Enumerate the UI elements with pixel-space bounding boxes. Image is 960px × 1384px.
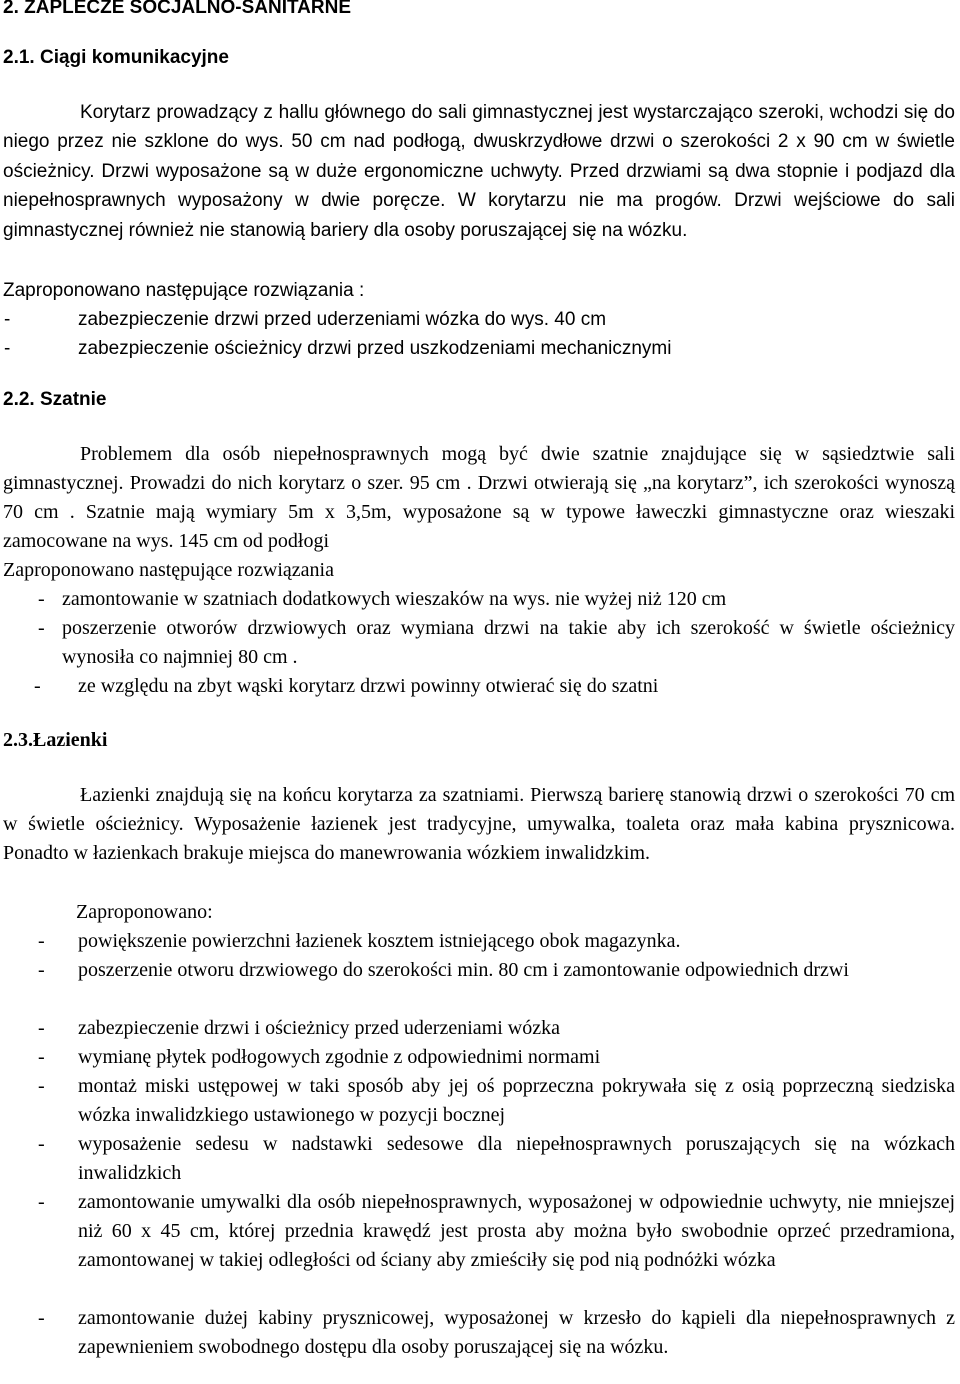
list-dash: - (38, 959, 45, 981)
list-dash: - (38, 1133, 45, 1155)
section-2-3-paragraph: Łazienki znajdują się na końcu korytarza za szatniami. Pierwszą barierę stanowią drzwi o szerokości 70 cm w świetle ościeżnicy. Wyposażenie łazienek jest tradycyjne, umywalka, toaleta oraz mała kabina prysznicowa. Ponadto w łazienkach brakuje miejsca do manewrowania wózkiem inwalidzkim. (3, 784, 955, 864)
section-2-2-proposal-intro: Zaproponowano następujące rozwiązania (3, 559, 334, 581)
section-2-3-proposal-intro: Zaproponowano: (76, 901, 213, 923)
section-2-1-proposal-intro: Zaproponowano następujące rozwiązania : (3, 280, 365, 301)
list-item-text: zamontowanie w szatniach dodatkowych wieszaków na wys. nie wyżej niż 120 cm (62, 588, 727, 610)
list-item-text: ze względu na zbyt wąski korytarz drzwi powinny otwierać się do szatni (78, 675, 659, 697)
section-heading-2-3: 2.3.Łazienki (3, 729, 108, 751)
list-item-text: zamontowanie umywalki dla osób niepełnosprawnych, wyposażonej w odpowiednie uchwyty, nie mniejszej niż 60 x 45 cm, której przednia krawędź jest prosta aby można było swobodnie oprzeć przedramiona, zamontowanej w takiej odległości od ściany aby zmieściły się pod nią podnóżki wózka (78, 1191, 955, 1271)
list-item-text (62, 614, 955, 672)
chapter-heading: 2. ZAPLECZE SOCJALNO-SANITARNE (3, 0, 352, 18)
list-dash: - (38, 1307, 45, 1329)
list-dash: - (38, 588, 45, 610)
list-item-text: zabezpieczenie ościeżnicy drzwi przed uszkodzeniami mechanicznymi (78, 338, 672, 359)
list-item-text: poszerzenie otworu drzwiowego do szerokości min. 80 cm i zamontowanie odpowiednich drzwi (78, 959, 849, 981)
list-dash: - (34, 675, 41, 697)
list-item-text: zamontowanie dużej kabiny prysznicowej, wyposażonej w krzesło do kąpieli dla niepełnosprawnych z zapewnieniem swobodnego dostępu dla osoby poruszającej się na wózku. (78, 1307, 955, 1358)
list-dash: - (38, 1075, 45, 1097)
list-dash: - (38, 617, 45, 639)
section-2-1-paragraph: Korytarz prowadzący z hallu głównego do sali gimnastycznej jest wystarczająco szeroki, wchodzi się do niego przez nie szklone do wys. 50 cm nad podłogą, dwuskrzydłowe drzwi o szerokości 2 x 90 cm w świetle ościeżnicy. Drzwi wyposażone są w duże ergonomiczne uchwyty. Przed drzwiami są dwa stopnie i podjazd dla niepełnosprawnych wyposażony w dwie poręcze. W korytarzu nie ma progów. Drzwi wejściowe do sali gimnastycznej również nie stanowią bariery dla osoby poruszającej się na wózku. (3, 102, 955, 241)
list-item-text: powiększenie powierzchni łazienek kosztem istniejącego obok magazynka. (78, 930, 681, 952)
list-dash: - (4, 309, 11, 330)
list-item-text-content: poszerzenie otworów drzwiowych oraz wymiana drzwi na takie aby ich szerokość w świetle ościeżnicy wynosiła co najmniej 80 cm . (62, 617, 955, 668)
list-dash: - (38, 1046, 45, 1068)
section-2-2-paragraph: Problemem dla osób niepełnosprawnych mogą być dwie szatnie znajdujące się w sąsiedztwie sali gimnastycznej. Prowadzi do nich korytarz o szer. 95 cm . Drzwi otwierają się „na korytarz”, ich szerokości wynoszą 70 cm . Szatnie mają wymiary 5m x 3,5m, wyposażone są w typowe ławeczki gimnastyczne oraz wieszaki zamocowane na wys. 145 cm od podłogi (3, 443, 955, 552)
list-dash: - (38, 1017, 45, 1039)
list-dash: - (38, 1191, 45, 1213)
list-item-text: wyposażenie sedesu w nadstawki sedesowe dla niepełnosprawnych poruszających się na wózkach inwalidzkich (78, 1133, 955, 1184)
list-dash: - (38, 930, 45, 952)
list-item-text: wymianę płytek podłogowych zgodnie z odpowiednimi normami (78, 1046, 601, 1068)
section-heading-2-2: 2.2. Szatnie (3, 389, 107, 410)
list-item-text: zabezpieczenie drzwi przed uderzeniami wózka do wys. 40 cm (78, 309, 607, 330)
list-dash: - (4, 338, 11, 359)
list-item-text: zabezpieczenie drzwi i ościeżnicy przed uderzeniami wózka (78, 1017, 560, 1039)
section-heading-2-1: 2.1. Ciągi komunikacyjne (3, 47, 229, 68)
list-item-text: montaż miski ustępowej w taki sposób aby jej oś poprzeczna pokrywała się z osią poprzeczną siedziska wózka inwalidzkiego ustawionego w pozycji bocznej (78, 1075, 955, 1126)
